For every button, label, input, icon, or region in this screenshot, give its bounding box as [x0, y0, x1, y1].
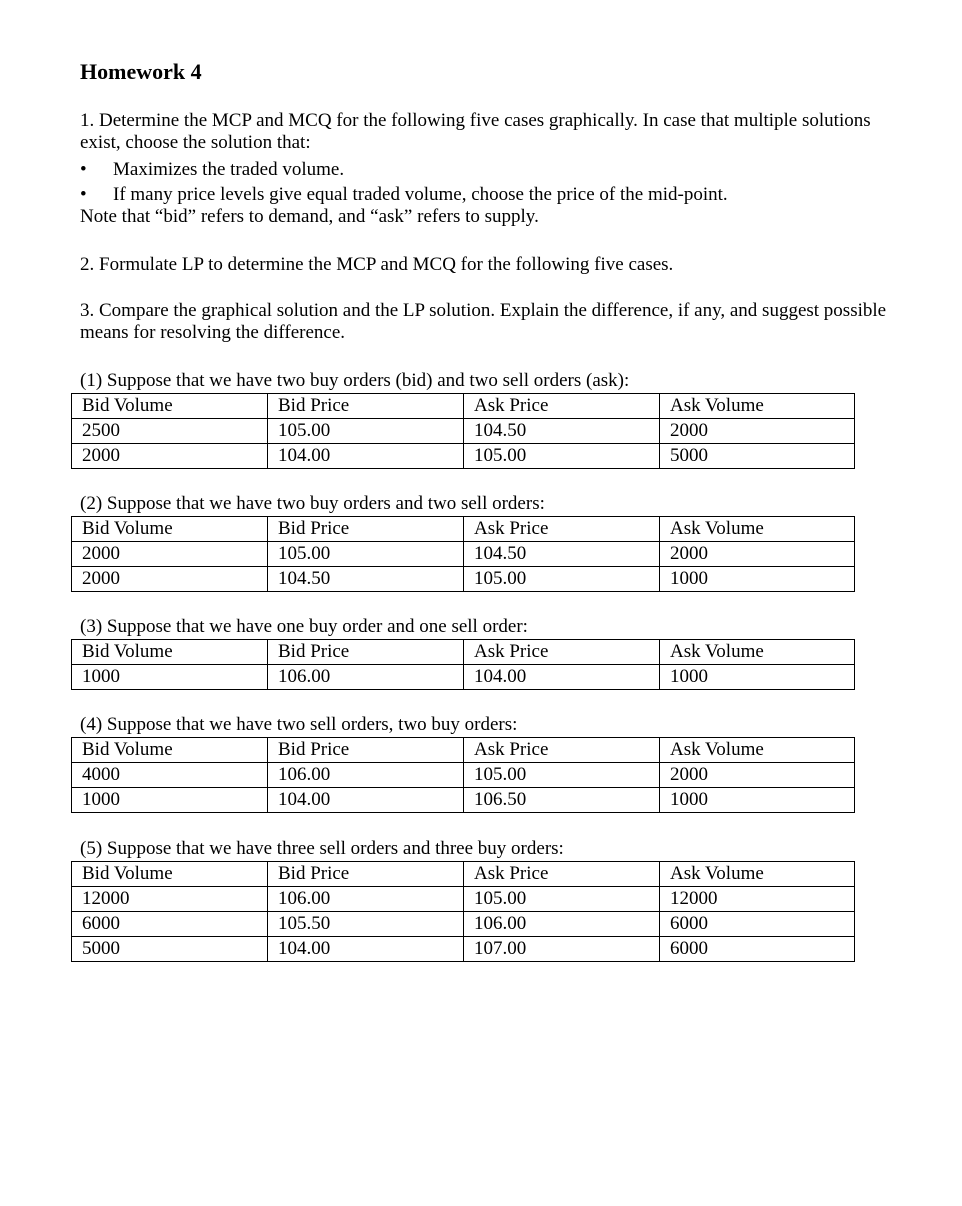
- bid-price-cell: 105.50: [268, 912, 464, 937]
- bid-volume-cell: 2000: [72, 444, 268, 469]
- bullet-text: If many price levels give equal traded volume, choose the price of the mid-point.: [113, 184, 728, 205]
- table-row: [72, 567, 855, 592]
- column-header-bid-volume: Bid Volume: [72, 738, 268, 763]
- table-header-row: [72, 394, 855, 419]
- column-header-bid-price: Bid Price: [268, 738, 464, 763]
- bid-price-cell: 105.00: [268, 419, 464, 444]
- table-row: [72, 665, 855, 690]
- ask-volume-cell: 2000: [660, 542, 855, 567]
- bid-volume-cell: 1000: [72, 788, 268, 813]
- bid-volume-cell: 4000: [72, 763, 268, 788]
- ask-price-cell: 106.50: [464, 788, 660, 813]
- ask-volume-cell: 1000: [660, 665, 855, 690]
- bid-price-cell: 106.00: [268, 887, 464, 912]
- ask-volume-cell: 6000: [660, 937, 855, 962]
- ask-price-cell: 107.00: [464, 937, 660, 962]
- column-header-ask-price: Ask Price: [464, 738, 660, 763]
- bid-price-cell: 105.00: [268, 542, 464, 567]
- column-header-bid-price: Bid Price: [268, 394, 464, 419]
- page-title: Homework 4: [80, 59, 202, 84]
- case-4-heading: (4) Suppose that we have two sell orders, two buy orders:: [80, 714, 518, 735]
- table-row: [72, 419, 855, 444]
- column-header-bid-price: Bid Price: [268, 640, 464, 665]
- column-header-ask-price: Ask Price: [464, 517, 660, 542]
- bullet-icon: •: [80, 184, 87, 205]
- column-header-ask-price: Ask Price: [464, 640, 660, 665]
- ask-price-cell: 105.00: [464, 763, 660, 788]
- case-5-heading: (5) Suppose that we have three sell orders and three buy orders:: [80, 838, 564, 859]
- question-1-note: Note that “bid” refers to demand, and “ask” refers to supply.: [80, 206, 539, 227]
- ask-volume-cell: 12000: [660, 887, 855, 912]
- case-3-table: [71, 639, 855, 690]
- ask-volume-cell: 1000: [660, 788, 855, 813]
- bid-volume-cell: 1000: [72, 665, 268, 690]
- ask-volume-cell: 2000: [660, 763, 855, 788]
- case-1-table: [71, 393, 855, 469]
- table-row: [72, 937, 855, 962]
- ask-price-cell: 105.00: [464, 444, 660, 469]
- bid-volume-cell: 12000: [72, 887, 268, 912]
- bid-volume-cell: 2000: [72, 542, 268, 567]
- column-header-ask-volume: Ask Volume: [660, 517, 855, 542]
- question-1-text: 1. Determine the MCP and MCQ for the following five cases graphically. In case that multiple solutions exist, choose the solution that:: [80, 110, 871, 153]
- bid-price-cell: 106.00: [268, 763, 464, 788]
- ask-volume-cell: 1000: [660, 567, 855, 592]
- case-4-table: [71, 737, 855, 813]
- ask-price-cell: 105.00: [464, 567, 660, 592]
- bid-volume-cell: 5000: [72, 937, 268, 962]
- bid-volume-cell: 2500: [72, 419, 268, 444]
- column-header-ask-volume: Ask Volume: [660, 738, 855, 763]
- column-header-bid-price: Bid Price: [268, 517, 464, 542]
- table-row: [72, 788, 855, 813]
- bid-price-cell: 104.00: [268, 444, 464, 469]
- bid-price-cell: 106.00: [268, 665, 464, 690]
- column-header-bid-price: Bid Price: [268, 862, 464, 887]
- ask-price-cell: 106.00: [464, 912, 660, 937]
- case-1-heading: (1) Suppose that we have two buy orders (bid) and two sell orders (ask):: [80, 370, 630, 391]
- column-header-ask-volume: Ask Volume: [660, 394, 855, 419]
- column-header-ask-volume: Ask Volume: [660, 862, 855, 887]
- ask-price-cell: 104.50: [464, 419, 660, 444]
- table-row: [72, 887, 855, 912]
- bullet-icon: •: [80, 159, 87, 180]
- bid-volume-cell: 6000: [72, 912, 268, 937]
- bid-price-cell: 104.50: [268, 567, 464, 592]
- column-header-bid-volume: Bid Volume: [72, 862, 268, 887]
- column-header-bid-volume: Bid Volume: [72, 640, 268, 665]
- bullet-text: Maximizes the traded volume.: [113, 159, 345, 180]
- ask-volume-cell: 2000: [660, 419, 855, 444]
- table-row: [72, 444, 855, 469]
- case-3-heading: (3) Suppose that we have one buy order and one sell order:: [80, 616, 528, 637]
- ask-price-cell: 105.00: [464, 887, 660, 912]
- case-2-table: [71, 516, 855, 592]
- column-header-bid-volume: Bid Volume: [72, 517, 268, 542]
- question-3-text: 3. Compare the graphical solution and the LP solution. Explain the difference, if any, and suggest possible means for resolving the difference.: [80, 300, 887, 343]
- bullet-item-2: [80, 184, 728, 206]
- column-header-bid-volume: Bid Volume: [72, 394, 268, 419]
- bid-volume-cell: 2000: [72, 567, 268, 592]
- table-row: [72, 763, 855, 788]
- question-2-text: 2. Formulate LP to determine the MCP and MCQ for the following five cases.: [80, 254, 674, 275]
- case-2-heading: (2) Suppose that we have two buy orders and two sell orders:: [80, 493, 545, 514]
- case-5-table: [71, 861, 855, 962]
- table-header-row: [72, 862, 855, 887]
- column-header-ask-volume: Ask Volume: [660, 640, 855, 665]
- ask-volume-cell: 5000: [660, 444, 855, 469]
- bid-price-cell: 104.00: [268, 937, 464, 962]
- bid-price-cell: 104.00: [268, 788, 464, 813]
- bullet-item-1: [80, 159, 344, 181]
- column-header-ask-price: Ask Price: [464, 862, 660, 887]
- ask-price-cell: 104.50: [464, 542, 660, 567]
- table-header-row: [72, 738, 855, 763]
- table-header-row: [72, 517, 855, 542]
- ask-price-cell: 104.00: [464, 665, 660, 690]
- table-header-row: [72, 640, 855, 665]
- table-row: [72, 542, 855, 567]
- ask-volume-cell: 6000: [660, 912, 855, 937]
- table-row: [72, 912, 855, 937]
- column-header-ask-price: Ask Price: [464, 394, 660, 419]
